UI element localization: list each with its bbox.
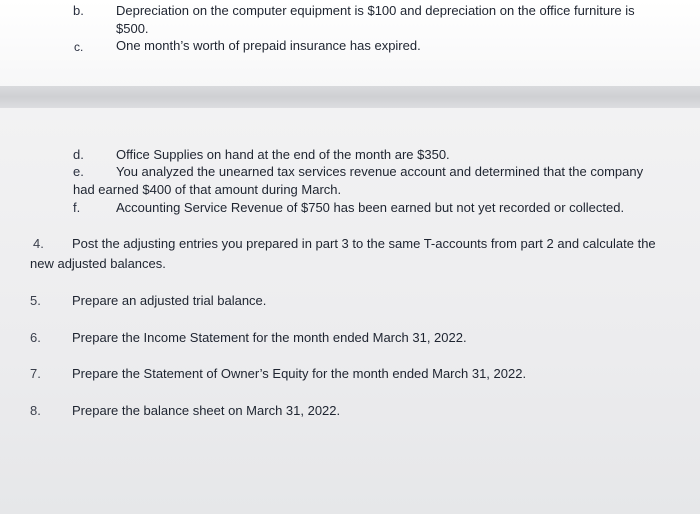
- item-c-text: One month’s worth of prepaid insurance has expired.: [116, 38, 421, 53]
- item-b-label: b.: [73, 3, 84, 18]
- item-b-text-line2: $500.: [116, 21, 149, 36]
- step-8-text: Prepare the balance sheet on March 31, 2022.: [72, 403, 341, 418]
- item-f-label: f.: [73, 200, 81, 215]
- step-5-text: Prepare an adjusted trial balance.: [72, 293, 267, 308]
- item-e-text-line1: You analyzed the unearned tax services revenue account and determined that the company: [116, 164, 644, 179]
- step-6-number: 6.: [30, 330, 41, 345]
- step-4-number: 4.: [33, 236, 44, 251]
- step-6-text: Prepare the Income Statement for the month ended March 31, 2022.: [72, 330, 467, 345]
- item-d-text: Office Supplies on hand at the end of the month are $350.: [116, 147, 450, 162]
- step-7-text: Prepare the Statement of Owner’s Equity for the month ended March 31, 2022.: [72, 366, 527, 381]
- step-5-number: 5.: [30, 293, 41, 308]
- step-4-text-line2: new adjusted balances.: [30, 256, 166, 271]
- page-break-divider: [0, 86, 700, 108]
- item-c-label: c.: [74, 40, 84, 54]
- step-7-number: 7.: [30, 366, 41, 381]
- item-d-label: d.: [73, 147, 84, 162]
- item-f-text: Accounting Service Revenue of $750 has been earned but not yet recorded or collected.: [116, 200, 625, 215]
- item-e-label: e.: [73, 164, 84, 179]
- item-b-text-line1: Depreciation on the computer equipment is $100 and depreciation on the office furniture is: [116, 3, 635, 18]
- step-4-text-line1: Post the adjusting entries you prepared in part 3 to the same T-accounts from part 2 and calculate the: [72, 236, 656, 251]
- step-8-number: 8.: [30, 403, 41, 418]
- item-e-text-line2: had earned $400 of that amount during March.: [73, 182, 342, 197]
